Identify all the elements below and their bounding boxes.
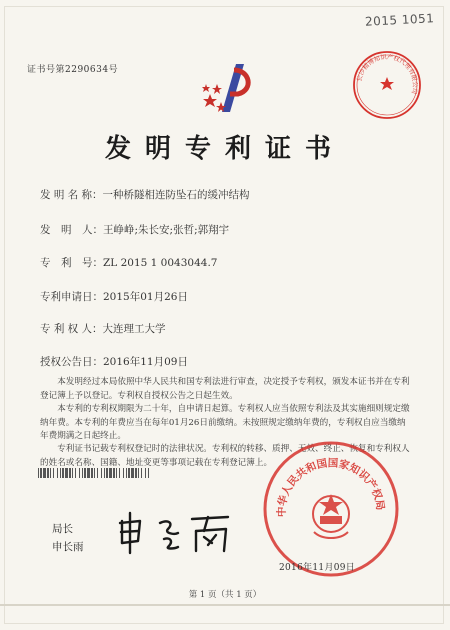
barcode-strip — [38, 468, 150, 478]
paragraph-grant-decision: 本发明经过本局依照中华人民共和国专利法进行审查，决定授予专利权，颁发本证书并在专利登记簿上予以登记。专利权自授权公告之日起生效。 — [40, 377, 410, 401]
filing-date-value: 2015年01月26日 — [103, 291, 188, 303]
grant-date-value: 2016年11月09日 — [103, 356, 188, 368]
paragraph-term-and-fees: 本专利的专利权期限为二十年，自申请日起算。专利权人应当依照专利法及其实施细则规定缴纳年费。本专利的年费应当在每年01月26日前缴纳。未按照规定缴纳年费的，专利权自应当缴纳年费期满之日起终止。 — [40, 404, 410, 441]
bottom-divider — [0, 604, 450, 606]
seal-date: 2016年11月09日 — [279, 563, 356, 573]
patentee-label: 专 利 权 人： — [40, 323, 103, 335]
inventors-value: 王峥峥;朱长安;张哲;郭翔宇 — [103, 224, 230, 236]
paragraph-legal-status: 专利证书记载专利权登记时的法律状况。专利权的转移、质押、无效、终止、恢复和专利权人的姓名或名称、国籍、地址变更等事项记载在专利登记簿上。 — [40, 444, 410, 468]
page-number: 第 1 页（共 1 页） — [188, 590, 262, 600]
handwritten-note: 2015 1051 — [364, 11, 435, 29]
patent-number-value: ZL 2015 1 0043044.7 — [103, 257, 218, 269]
sipo-emblem-icon — [200, 60, 262, 116]
signatory-name: 申长雨 — [52, 541, 84, 553]
svg-text:中华人民共和国国家知识产权局: 中华人民共和国国家知识产权局 — [275, 457, 387, 518]
patentee-value: 大连理工大学 — [102, 323, 166, 335]
field-grant-date — [40, 354, 188, 369]
field-patentee — [40, 321, 166, 336]
certificate-number: 证书号第2290634号 — [27, 65, 119, 75]
invention-name-value: 一种桥隧相连防坠石的缓冲结构 — [102, 189, 250, 201]
document-title: 发明专利证书 — [104, 134, 345, 164]
signatory-role: 局长 — [52, 523, 73, 535]
official-seal — [262, 440, 400, 578]
field-patent-number — [40, 255, 217, 270]
handwritten-signature — [108, 509, 238, 557]
invention-name-label: 发 明 名 称： — [40, 189, 103, 201]
filing-date-label: 专利申请日： — [40, 291, 103, 303]
field-inventors — [40, 222, 229, 237]
svg-text:长沙精博知识产权代理有限公司: 长沙精博知识产权代理有限公司 — [356, 53, 419, 95]
grant-date-label: 授权公告日： — [40, 356, 103, 368]
patent-number-label: 专 利 号： — [40, 257, 103, 269]
agency-stamp — [352, 50, 422, 120]
inventors-label: 发 明 人： — [40, 224, 103, 236]
field-invention-name — [40, 187, 250, 202]
field-filing-date — [40, 289, 188, 304]
